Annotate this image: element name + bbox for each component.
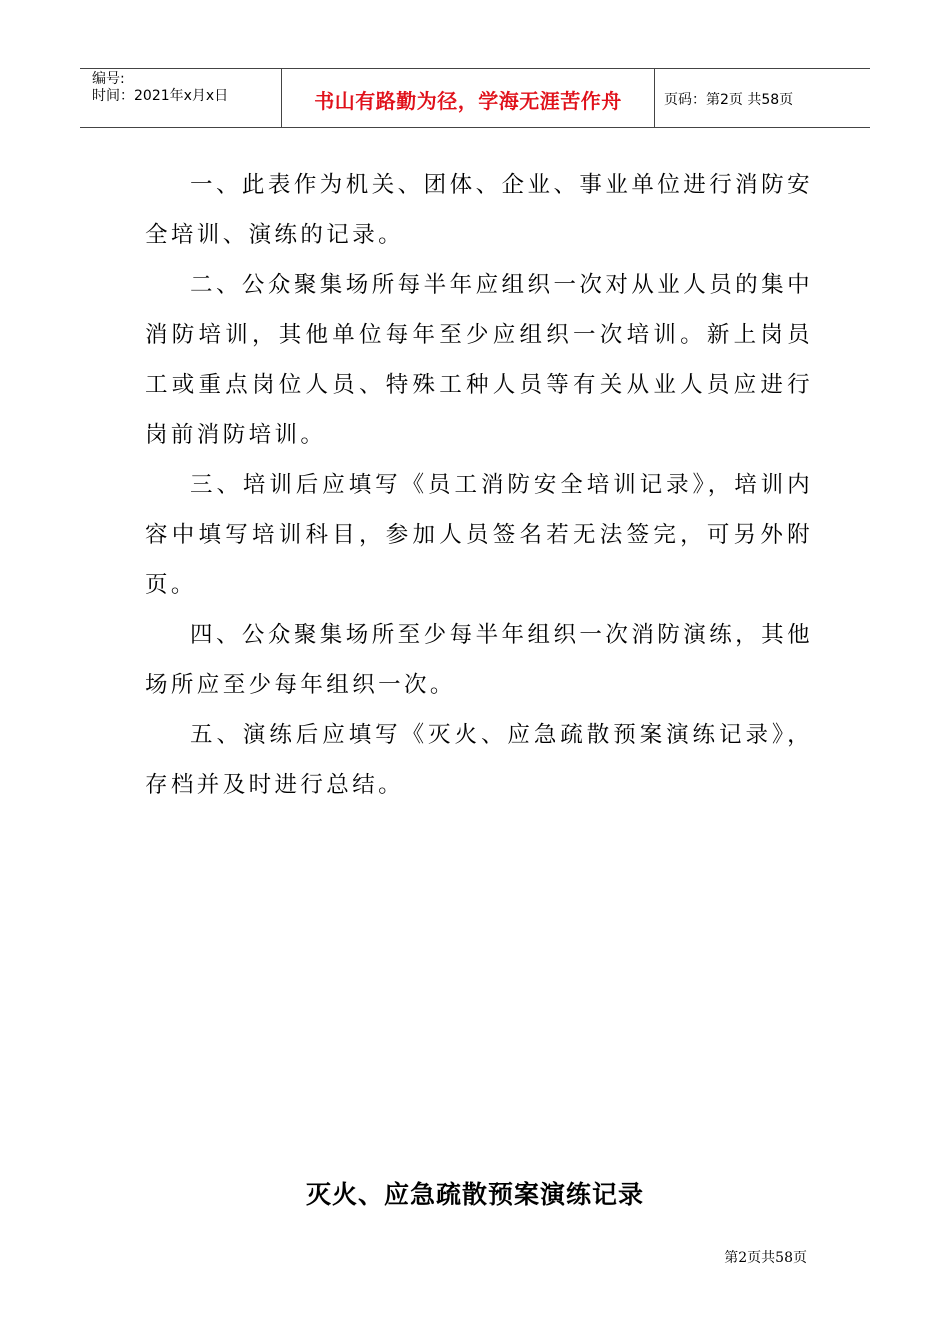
- document-time: 时间：2021年x月x日: [92, 88, 229, 104]
- paragraph-5: 五、演练后应填写《灭火、应急疏散预案演练记录》，存档并及时进行总结。: [145, 722, 813, 798]
- paragraph-3: 三、培训后应填写《员工消防安全培训记录》，培训内容中填写培训科目，参加人员签名若无法签完，可另外附页。: [145, 472, 813, 598]
- header-motto: 书山有路勤为径，学海无涯苦作舟: [282, 69, 655, 127]
- instructions-body: [145, 160, 813, 810]
- paragraph-2: 二、公众聚集场所每半年应组织一次对从业人员的集中消防培训，其他单位每年至少应组织一次培训。新上岗员工或重点岗位人员、特殊工种人员等有关从业人员应进行岗前消防培训。: [145, 272, 813, 448]
- section-title: 灭火、应急疏散预案演练记录: [305, 1180, 644, 1209]
- header-page-info: 页码：第2页 共58页: [664, 92, 794, 108]
- document-header: [80, 68, 870, 128]
- paragraph-1: 一、此表作为机关、团体、企业、事业单位进行消防安全培训、演练的记录。: [145, 172, 813, 248]
- paragraph-4: 四、公众聚集场所至少每半年组织一次消防演练，其他场所应至少每年组织一次。: [145, 622, 813, 698]
- page-footer: 第2页共58页: [724, 1250, 807, 1266]
- header-meta: [80, 69, 282, 127]
- document-code-label: 编号:: [92, 71, 125, 87]
